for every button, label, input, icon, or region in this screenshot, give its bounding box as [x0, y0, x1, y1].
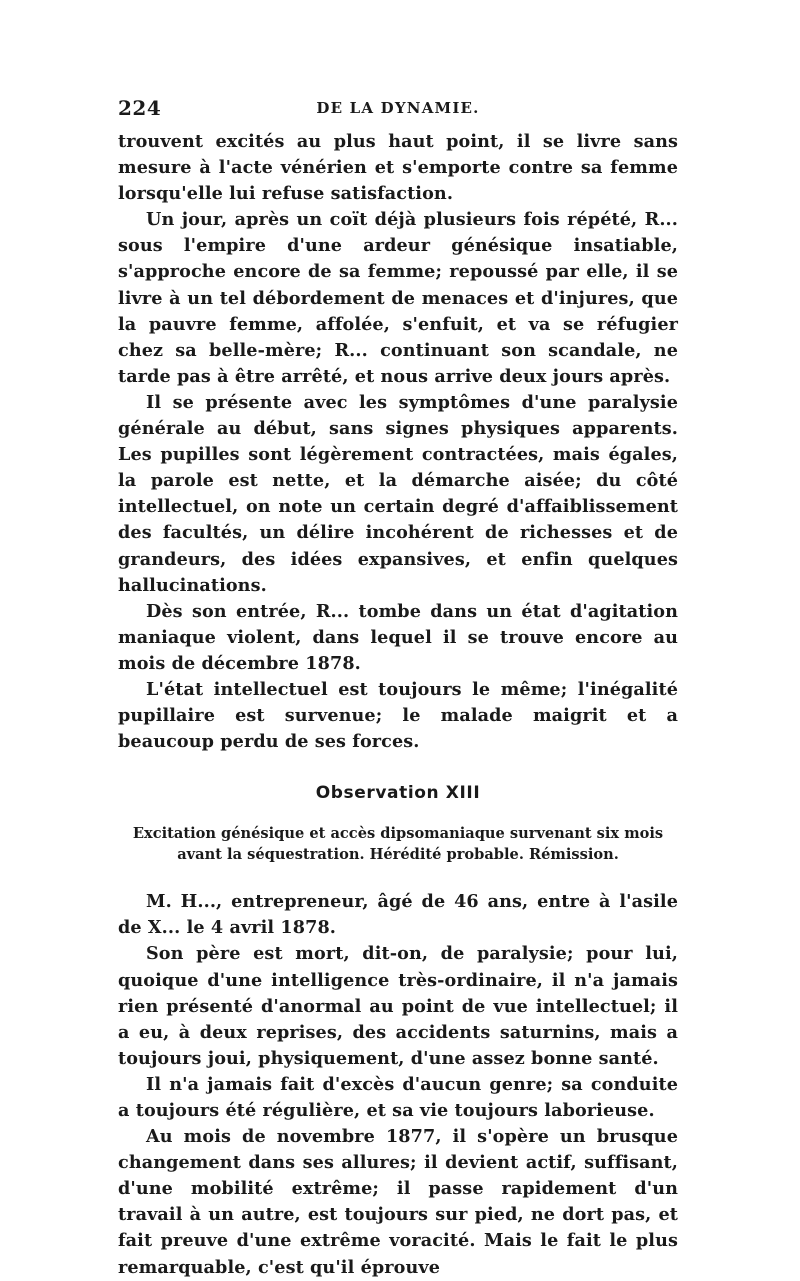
paragraph: L'état intellectuel est toujours le même; l'inégalité pupillaire est survenue; le malade maigrit et a beaucoup perdu de ses forces.: [118, 678, 678, 753]
paragraph: Il n'a jamais fait d'excès d'aucun genre; sa conduite a toujours été régulière, et sa vie toujours laborieuse.: [118, 1073, 678, 1121]
paragraph: M. H..., entrepreneur, âgé de 46 ans, entre à l'asile de X... le 4 avril 1878.: [118, 891, 678, 939]
running-head: DE LA DYNAMIE.: [316, 99, 480, 117]
paragraph: Dès son entrée, R... tombe dans un état d'agitation maniaque violent, dans lequel il se trouve encore au mois de décembre 1878.: [118, 600, 678, 674]
paragraph: trouvent excités au plus haut point, il se livre sans mesure à l'acte vénérien et s'emporte contre sa femme lorsqu'elle lui refuse satisfaction.: [118, 131, 678, 205]
observation-title: Observation XIII: [315, 783, 481, 804]
paragraph: Il se présente avec les symptômes d'une paralysie générale au début, sans signes physiques apparents. Les pupilles sont légèrement contractées, mais égales, la parole est nette, et la démarche aisée; du côté intellectuel, on note un certain degré d'affaiblissement des facultés, un délire incohérent de richesses et de grandeurs, des idées expansives, et enfin quelques hallucinations.: [118, 391, 678, 596]
page-header: [118, 96, 678, 122]
page-number: 224: [118, 96, 162, 120]
paragraph: Un jour, après un coït déjà plusieurs fois répété, R... sous l'empire d'une ardeur génésique insatiable, s'approche encore de sa femme; repoussé par elle, il se livre à un tel débordement de menaces et d'injures, que la pauvre femme, affolée, s'enfuit, et va se réfugier chez sa belle-mère; R... continuant son scandale, ne tarde pas à être arrêté, et nous arrive deux jours après.: [118, 209, 678, 387]
body-text: [118, 129, 678, 1281]
observation-summary: Excitation génésique et accès dipsomaniaque survenant six mois avant la séquestration. Hérédité probable. Rémission.: [132, 825, 664, 864]
paragraph: Son père est mort, dit-on, de paralysie; pour lui, quoique d'une intelligence très-ordinaire, il n'a jamais rien présenté d'anormal au point de vue intellectuel; il a eu, à deux reprises, des accidents saturnins, mais a toujours joui, physiquement, d'une assez bonne santé.: [118, 943, 678, 1069]
paragraph: Au mois de novembre 1877, il s'opère un brusque changement dans ses allures; il devient actif, suffisant, d'une mobilité extrême; il passe rapidement d'un travail à un autre, est toujours sur pied, ne dort pas, et fait preuve d'une extrême voracité. Mais le fait le plus remarquable, c'est qu'il éprouve: [118, 1126, 678, 1278]
